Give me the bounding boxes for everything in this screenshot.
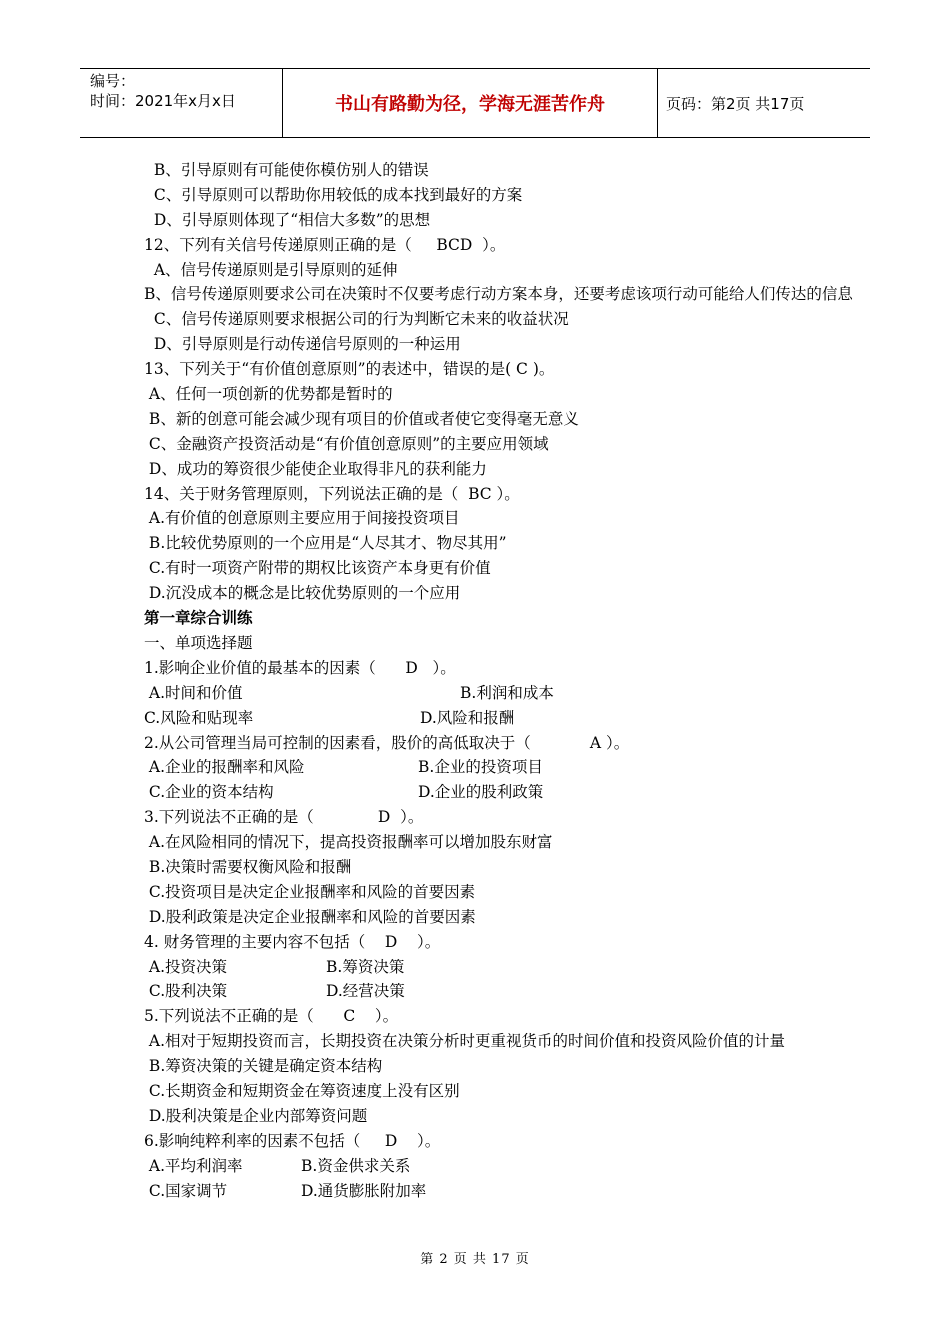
line-text: D.股利决策是企业内部筹资问题	[144, 1106, 368, 1125]
line-text: 13、下列关于“有价值创意原则”的表述中，错误的是( C )。	[144, 360, 555, 379]
line-text: 2.从公司管理当局可控制的因素看，股价的高低取决于（ A ）。	[144, 733, 630, 752]
line-text: C.有时一项资产附带的期权比该资产本身更有价值	[144, 559, 491, 578]
line-text: C.企业的资本结构	[144, 783, 274, 802]
option-second-column: B.资金供求关系	[301, 1156, 411, 1175]
text-line	[144, 780, 864, 805]
text-line	[144, 506, 864, 531]
line-text: A.平均利润率	[144, 1156, 243, 1175]
line-text: C.风险和贴现率	[144, 708, 254, 727]
header-left	[80, 69, 283, 137]
text-line	[144, 880, 864, 905]
line-text: A.在风险相同的情况下，提高投资报酬率可以增加股东财富	[144, 833, 553, 852]
text-line	[144, 1104, 864, 1129]
line-text: B、新的创意可能会减少现有项目的价值或者使它变得毫无意义	[144, 409, 579, 428]
option-second-column: B.企业的投资项目	[418, 758, 543, 777]
line-text: 1.影响企业价值的最基本的因素（ D ）。	[144, 658, 456, 677]
page-info: 页码：第2页 共17页	[666, 94, 805, 113]
line-text: 第一章综合训练	[144, 608, 253, 628]
text-line	[144, 830, 864, 855]
option-second-column: B.筹资决策	[326, 957, 405, 976]
line-text: D、引导原则体现了“相信大多数”的思想	[144, 210, 431, 229]
line-text: A、信号传递原则是引导原则的延伸	[144, 260, 398, 279]
text-line	[144, 979, 864, 1004]
text-line	[144, 1054, 864, 1079]
number-label: 编号：	[90, 72, 136, 90]
line-text: A.时间和价值	[144, 683, 243, 702]
line-text: D.股利政策是决定企业报酬率和风险的首要因素	[144, 907, 476, 926]
line-text: A、任何一项创新的优势都是暂时的	[144, 385, 393, 404]
line-text: 5.下列说法不正确的是（ C ）。	[144, 1007, 399, 1026]
text-line	[144, 805, 864, 830]
line-text: C、金融资产投资活动是“有价值创意原则”的主要应用领域	[144, 434, 549, 453]
line-text: 一、单项选择题	[144, 633, 253, 652]
option-second-column: D.风险和报酬	[420, 708, 515, 727]
text-line	[144, 631, 864, 656]
line-text: 4. 财务管理的主要内容不包括（ D ）。	[144, 932, 441, 951]
line-text: C、信号传递原则要求根据公司的行为判断它未来的收益状况	[144, 310, 569, 329]
line-text: D.沉没成本的概念是比较优势原则的一个应用	[144, 584, 461, 603]
text-line	[144, 307, 864, 332]
text-line	[144, 905, 864, 930]
line-text: B.决策时需要权衡风险和报酬	[144, 857, 352, 876]
line-text: B.筹资决策的关键是确定资本结构	[144, 1057, 383, 1076]
document-body	[144, 158, 864, 1203]
text-line	[144, 1079, 864, 1104]
line-text: 3.下列说法不正确的是（ D ）。	[144, 808, 424, 827]
line-text: D、成功的筹资很少能使企业取得非凡的获利能力	[144, 459, 487, 478]
header-motto: 书山有路勤为径，学海无涯苦作舟	[283, 69, 658, 137]
text-line	[144, 681, 864, 706]
line-text: C.股利决策	[144, 982, 228, 1001]
text-line	[144, 183, 864, 208]
text-line	[144, 158, 864, 183]
text-line	[144, 930, 864, 955]
text-line	[144, 606, 864, 631]
line-text: A.投资决策	[144, 957, 228, 976]
text-line	[144, 755, 864, 780]
text-line	[144, 432, 864, 457]
line-text: A.企业的报酬率和风险	[144, 758, 305, 777]
line-text: C.国家调节	[144, 1181, 228, 1200]
line-text: C.投资项目是决定企业报酬率和风险的首要因素	[144, 882, 476, 901]
text-line	[144, 581, 864, 606]
text-line	[144, 482, 864, 507]
text-line	[144, 282, 864, 307]
text-line	[144, 357, 864, 382]
text-line	[144, 955, 864, 980]
line-text: C.长期资金和短期资金在筹资速度上没有区别	[144, 1081, 460, 1100]
text-line	[144, 258, 864, 283]
text-line	[144, 1179, 864, 1204]
line-text: B、信号传递原则要求公司在决策时不仅要考虑行动方案本身，还要考虑该项行动可能给人们传达的信息	[144, 285, 853, 304]
line-text: B、引导原则有可能使你模仿别人的错误	[144, 161, 429, 179]
text-line	[144, 382, 864, 407]
text-line	[144, 1029, 864, 1054]
text-line	[144, 457, 864, 482]
text-line	[144, 1004, 864, 1029]
option-second-column: D.经营决策	[326, 982, 405, 1001]
text-line	[144, 706, 864, 731]
line-text: C、引导原则可以帮助你用较低的成本找到最好的方案	[144, 185, 523, 204]
line-text: A.有价值的创意原则主要应用于间接投资项目	[144, 509, 460, 528]
line-text: A.相对于短期投资而言，长期投资在决策分析时更重视货币的时间价值和投资风险价值的计量	[144, 1032, 786, 1051]
option-second-column: D.通货膨胀附加率	[301, 1181, 427, 1200]
line-text: B.比较优势原则的一个应用是“人尽其才、物尽其用”	[144, 534, 507, 553]
text-line	[144, 731, 864, 756]
text-line	[144, 1154, 864, 1179]
line-text: 12、下列有关信号传递原则正确的是（ BCD ）。	[144, 235, 506, 254]
text-line	[144, 656, 864, 681]
text-line	[144, 855, 864, 880]
text-line	[144, 233, 864, 258]
option-second-column: B.利润和成本	[460, 683, 554, 702]
line-text: 14、关于财务管理原则，下列说法正确的是（ BC ）。	[144, 484, 520, 503]
text-line	[144, 332, 864, 357]
text-line	[144, 208, 864, 233]
text-line	[144, 556, 864, 581]
text-line	[144, 531, 864, 556]
text-line	[144, 407, 864, 432]
page-footer: 第 2 页 共 17 页	[420, 1252, 530, 1267]
line-text: D、引导原则是行动传递信号原则的一种运用	[144, 335, 461, 354]
line-text: 6.影响纯粹利率的因素不包括（ D ）。	[144, 1131, 441, 1150]
page-header	[80, 68, 870, 138]
date-label: 时间：2021年x月x日	[90, 92, 236, 110]
text-line	[144, 1129, 864, 1154]
option-second-column: D.企业的股利政策	[418, 783, 544, 802]
